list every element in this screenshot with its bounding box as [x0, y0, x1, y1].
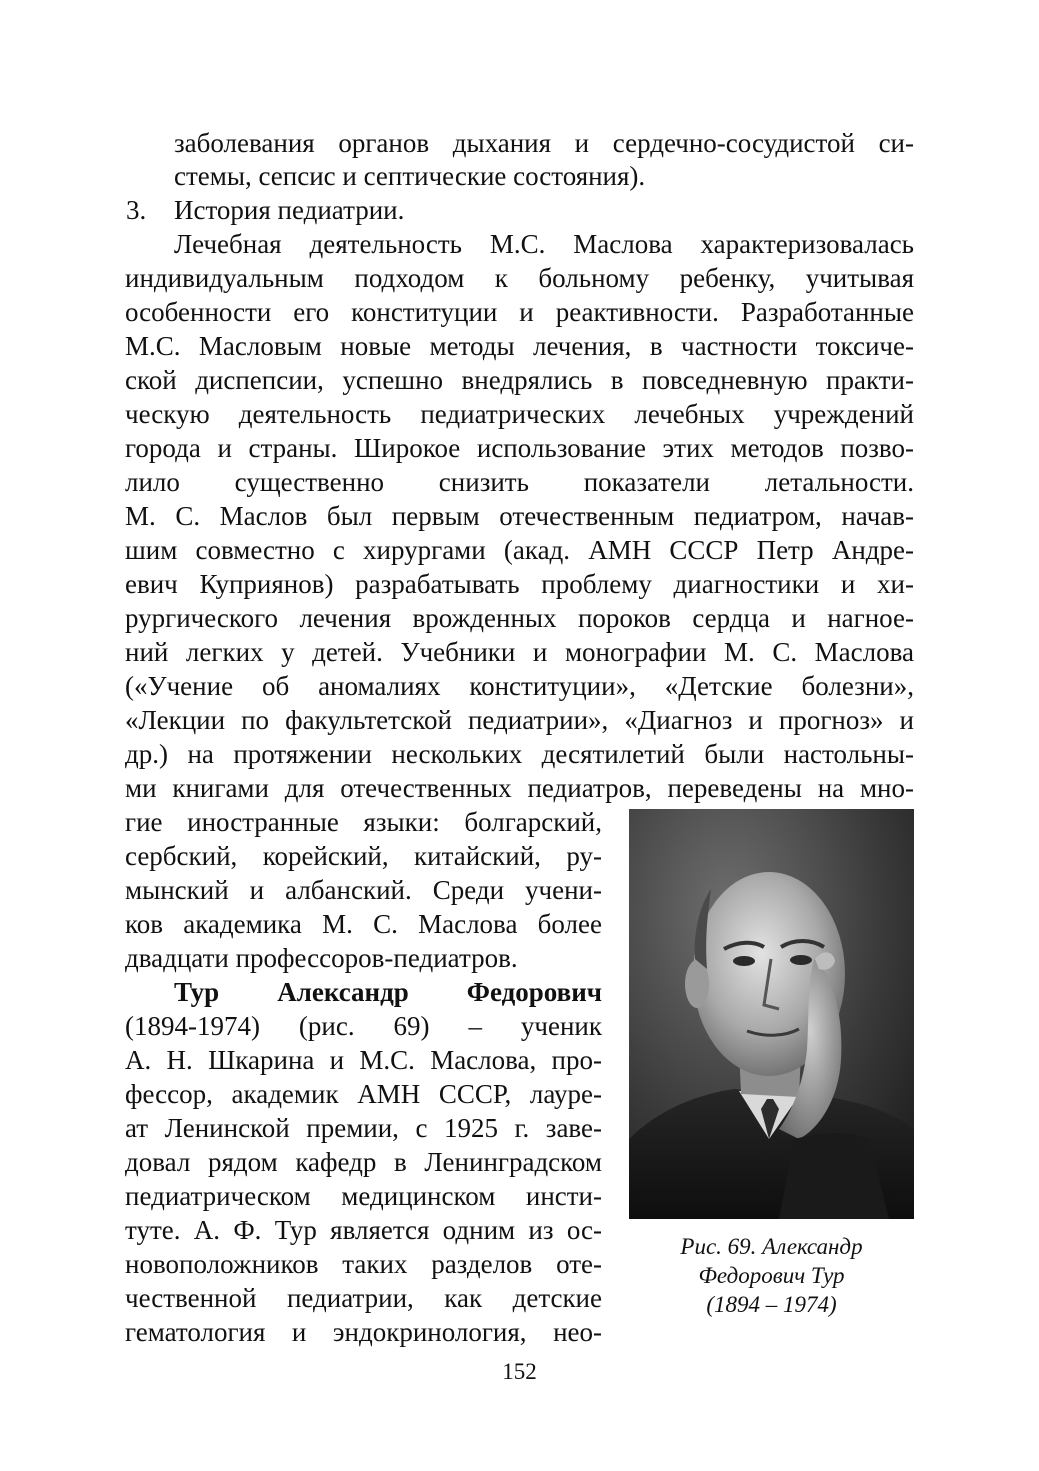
paragraph-line: М.С. Масловым новые методы лечения, в частности токсиче- [125, 331, 914, 361]
paragraph-line: фессор, академик АМН СССР, лауре- [125, 1079, 602, 1109]
paragraph-line: довал рядом кафедр в Ленинградском [125, 1147, 602, 1177]
paragraph-line: особенности его конституции и реактивности. Разработанные [125, 297, 914, 327]
paragraph-line: («Учение об аномалиях конституции», «Детские болезни», [125, 671, 914, 701]
portrait-image [629, 809, 914, 1219]
paragraph-line: педиатрическом медицинском инсти- [125, 1181, 602, 1211]
paragraph-line: сербский, корейский, китайский, ру- [125, 841, 602, 871]
figure-caption-line: (1894 – 1974) [706, 1292, 837, 1317]
paragraph-line: шим совместно с хирургами (акад. АМН СССР Петр Андре- [125, 535, 914, 565]
text-line: стемы, сепсис и септические состояния). [174, 161, 646, 191]
list-item-text: История педиатрии. [174, 195, 405, 225]
paragraph-line: рургического лечения врожденных пороков сердца и нагное- [125, 603, 914, 633]
paragraph-line: чественной педиатрии, как детские [125, 1283, 602, 1313]
portrait-photo [629, 809, 914, 1219]
paragraph-line: новоположников таких разделов оте- [125, 1249, 602, 1279]
paragraph-line: ской диспепсии, успешно внедрялись в повседневную практи- [125, 365, 914, 395]
paragraph-line: индивидуальным подходом к больному ребенку, учитывая [125, 263, 914, 293]
paragraph-line: лило существенно снизить показатели летальности. [125, 467, 914, 497]
paragraph-line: ческую деятельность педиатрических лечебных учреждений [125, 399, 914, 429]
paragraph-line: (1894-1974) (рис. 69) – ученик [125, 1011, 602, 1041]
figure-caption-line: Федорович Тур [698, 1263, 845, 1288]
list-number: 3. [126, 195, 147, 225]
paragraph-line: ков академика М. С. Маслова более [125, 909, 602, 939]
page-number: 152 [502, 1359, 537, 1384]
paragraph-line: ат Ленинской премии, с 1925 г. заве- [125, 1113, 602, 1143]
paragraph-line: Лечебная деятельность М.С. Маслова характеризовалась [174, 229, 914, 259]
paragraph-line: ний легких у детей. Учебники и монографии М. С. Маслова [125, 637, 914, 667]
paragraph-line: мынский и албанский. Среди учени- [125, 875, 602, 905]
paragraph-line: гие иностранные языки: болгарский, [125, 807, 602, 837]
paragraph-line: двадцати профессоров-педиатров. [125, 943, 518, 973]
text-line: заболевания органов дыхания и сердечно-сосудистой си- [174, 128, 914, 158]
paragraph-line: «Лекции по факультетской педиатрии», «Диагноз и прогноз» и [125, 705, 914, 735]
paragraph-line: ми книгами для отечественных педиатров, переведены на мно- [125, 773, 914, 803]
paragraph-line: города и страны. Широкое использование этих методов позво- [125, 433, 914, 463]
paragraph-line: гематология и эндокринология, нео- [125, 1317, 602, 1347]
person-name-heading: Тур Александр Федорович [174, 977, 602, 1007]
paragraph-line: евич Куприянов) разрабатывать проблему диагностики и хи- [125, 569, 914, 599]
paragraph-line: туте. А. Ф. Тур является одним из ос- [125, 1215, 602, 1245]
paragraph-line: А. Н. Шкарина и М.С. Маслова, про- [125, 1045, 602, 1075]
paragraph-line: М. С. Маслов был первым отечественным педиатром, начав- [125, 501, 914, 531]
paragraph-line: др.) на протяжении нескольких десятилетий были настольны- [125, 739, 914, 769]
figure-caption-line: Рис. 69. Александр [680, 1234, 863, 1259]
